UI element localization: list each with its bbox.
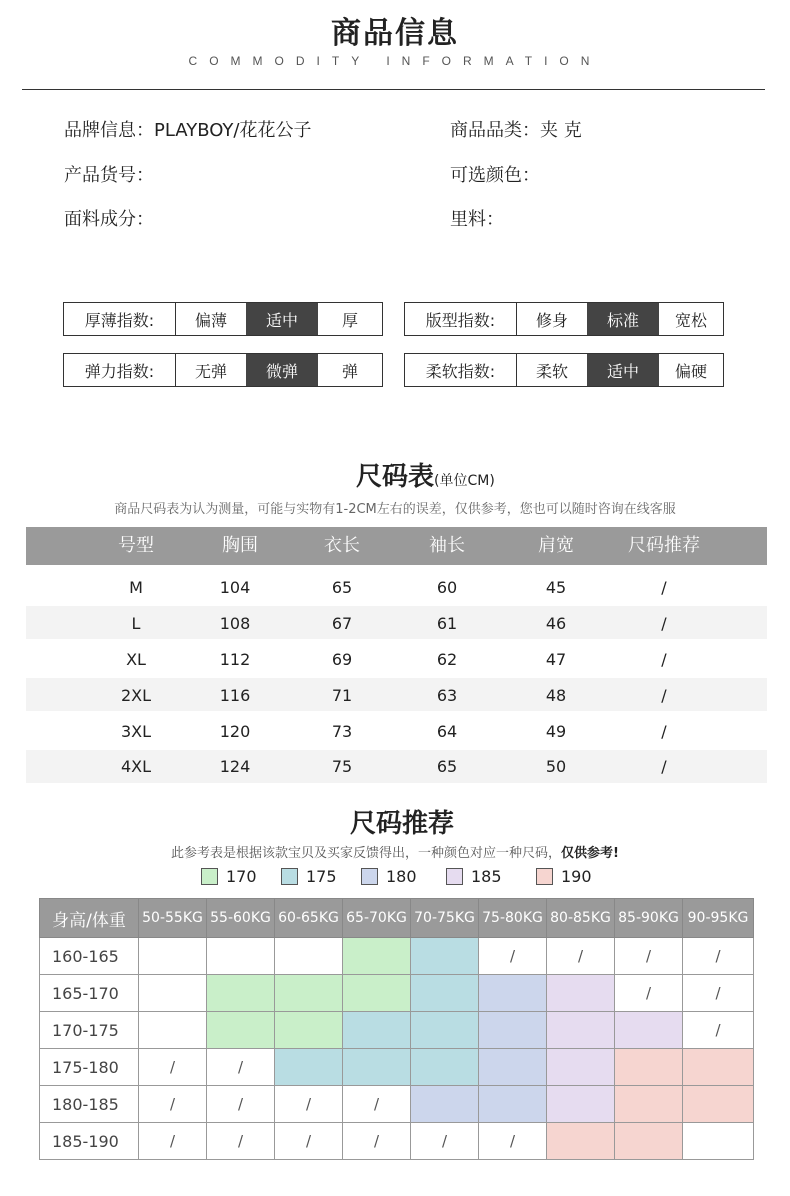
recommend-cell: /: [275, 1086, 343, 1123]
weight-header: 75-80KG: [479, 899, 547, 938]
table-row: [40, 975, 754, 1012]
height-label: 185-190: [40, 1123, 139, 1160]
size-cell: 2XL: [120, 686, 152, 705]
legend-item: [201, 867, 257, 886]
size-cell: 73: [331, 722, 353, 741]
legend-label: 190: [561, 867, 592, 886]
size-cell: 108: [219, 614, 251, 633]
corner-header: 身高/体重: [40, 899, 139, 938]
size-cell: 67: [331, 614, 353, 633]
recommend-table: [39, 898, 754, 1160]
size-cell: /: [661, 650, 667, 669]
recommend-cell: [411, 1012, 479, 1049]
weight-header: 55-60KG: [207, 899, 275, 938]
thickness-option-thin: 偏薄: [194, 310, 227, 330]
recommend-cell: /: [411, 1123, 479, 1160]
size-cell: /: [661, 686, 667, 705]
size-cell: 61: [436, 614, 458, 633]
recommend-cell: /: [547, 938, 615, 975]
recommend-cell: [275, 1012, 343, 1049]
size-cell: 112: [219, 650, 251, 669]
elasticity-index: [63, 353, 383, 387]
size-cell: 3XL: [120, 722, 152, 741]
fit-index: [404, 302, 724, 336]
legend-label: 185: [471, 867, 502, 886]
category-label: 商品品类：: [450, 120, 540, 141]
elasticity-option-slight: 微弹: [246, 354, 318, 386]
recommend-cell: /: [615, 938, 683, 975]
weight-header: 85-90KG: [615, 899, 683, 938]
height-label: 165-170: [40, 975, 139, 1012]
category-info: [450, 116, 582, 142]
recommend-title: 尺码推荐: [350, 809, 455, 839]
size-cell: 124: [219, 757, 251, 776]
size-header-type: 号型: [118, 535, 154, 556]
recommend-cell: [547, 975, 615, 1012]
size-cell: 65: [331, 578, 353, 597]
fabric-label: 面料成分：: [64, 209, 154, 230]
page-subtitle: COMMODITY INFORMATION: [188, 54, 602, 68]
recommend-cell: [479, 1012, 547, 1049]
size-table-title-text: 尺码表: [356, 462, 435, 492]
size-header-length: 衣长: [324, 535, 360, 556]
recommend-cell: /: [343, 1123, 411, 1160]
recommend-cell: /: [683, 1012, 754, 1049]
size-cell: /: [661, 757, 667, 776]
weight-header: 65-70KG: [343, 899, 411, 938]
table-row: [40, 938, 754, 975]
legend-swatch: [281, 868, 298, 885]
color-label: 可选颜色：: [450, 165, 540, 186]
thickness-index: [63, 302, 383, 336]
size-header-shoulder: 肩宽: [538, 535, 574, 556]
recommend-cell: /: [683, 975, 754, 1012]
sku-label: 产品货号：: [64, 165, 154, 186]
size-cell: 46: [545, 614, 567, 633]
size-cell: 49: [545, 722, 567, 741]
recommend-cell: [343, 975, 411, 1012]
recommend-cell: [275, 975, 343, 1012]
brand-info: [64, 116, 311, 142]
recommend-cell: [139, 1012, 207, 1049]
legend-swatch: [446, 868, 463, 885]
size-header-sleeve: 袖长: [429, 535, 465, 556]
thickness-option-thick: 厚: [341, 310, 358, 330]
softness-label: 柔软指数:: [405, 354, 517, 386]
recommend-cell: /: [139, 1086, 207, 1123]
fit-option-loose: 宽松: [674, 310, 707, 330]
elasticity-label: 弹力指数:: [64, 354, 176, 386]
size-header-chest: 胸围: [222, 535, 258, 556]
recommend-table-body: [40, 938, 754, 1160]
fit-option-slim: 修身: [535, 310, 568, 330]
table-row: [40, 1123, 754, 1160]
recommend-cell: [615, 1086, 683, 1123]
weight-header: 70-75KG: [411, 899, 479, 938]
recommend-cell: /: [615, 975, 683, 1012]
recommend-cell: [411, 1049, 479, 1086]
recommend-cell: /: [139, 1049, 207, 1086]
recommend-cell: /: [683, 938, 754, 975]
recommend-cell: [207, 938, 275, 975]
recommend-cell: [615, 1123, 683, 1160]
size-cell: 62: [436, 650, 458, 669]
legend-item: [361, 867, 417, 886]
recommend-cell: /: [139, 1123, 207, 1160]
fit-label: 版型指数:: [405, 303, 517, 335]
size-cell: /: [661, 722, 667, 741]
legend-item: [446, 867, 502, 886]
weight-header: 80-85KG: [547, 899, 615, 938]
size-cell: 65: [436, 757, 458, 776]
legend-swatch: [201, 868, 218, 885]
legend-label: 180: [386, 867, 417, 886]
size-cell: M: [129, 578, 143, 597]
recommend-cell: [479, 975, 547, 1012]
size-cell: 47: [545, 650, 567, 669]
table-row: [40, 1086, 754, 1123]
recommend-cell: [411, 938, 479, 975]
table-row: [40, 1012, 754, 1049]
size-table-unit: (单位CM): [434, 473, 495, 489]
softness-option-medium: 适中: [587, 354, 659, 386]
recommend-cell: [615, 1049, 683, 1086]
recommend-cell: [275, 938, 343, 975]
size-cell: 71: [331, 686, 353, 705]
size-table-note: 商品尺码表为认为测量，可能与实物有1-2CM左右的误差，仅供参考，您也可以随时咨询在线客服: [114, 502, 676, 517]
brand-value: PLAYBOY/花花公子: [154, 120, 312, 141]
recommend-cell: [547, 1086, 615, 1123]
size-cell: 4XL: [120, 757, 152, 776]
elasticity-option-stretch: 弹: [341, 361, 358, 381]
size-cell: 50: [545, 757, 567, 776]
size-cell: 75: [331, 757, 353, 776]
recommend-cell: [547, 1123, 615, 1160]
recommend-cell: [139, 938, 207, 975]
lining-label: 里料：: [450, 209, 504, 230]
recommend-cell: [411, 1086, 479, 1123]
elasticity-option-none: 无弹: [194, 361, 227, 381]
table-row: [40, 1049, 754, 1086]
size-cell: 48: [545, 686, 567, 705]
size-cell: 104: [219, 578, 251, 597]
recommend-cell: /: [207, 1123, 275, 1160]
size-header-recommend: 尺码推荐: [628, 535, 700, 556]
legend-label: 175: [306, 867, 337, 886]
recommend-cell: [479, 1049, 547, 1086]
height-label: 170-175: [40, 1012, 139, 1049]
softness-index: [404, 353, 724, 387]
recommend-cell: [615, 1012, 683, 1049]
recommend-cell: [479, 1086, 547, 1123]
legend-swatch: [536, 868, 553, 885]
recommend-cell: [207, 1012, 275, 1049]
size-cell: 64: [436, 722, 458, 741]
legend-item: [281, 867, 337, 886]
size-cell: 45: [545, 578, 567, 597]
recommend-note: [0, 842, 790, 861]
brand-label: 品牌信息：: [64, 120, 154, 141]
recommend-cell: [275, 1049, 343, 1086]
thickness-option-medium: 适中: [246, 303, 318, 335]
recommend-cell: [547, 1049, 615, 1086]
size-cell: 63: [436, 686, 458, 705]
thickness-label: 厚薄指数:: [64, 303, 176, 335]
recommend-cell: [411, 975, 479, 1012]
recommend-cell: [683, 1049, 754, 1086]
weight-header: 60-65KG: [275, 899, 343, 938]
softness-option-soft: 柔软: [535, 361, 568, 381]
recommend-cell: /: [479, 938, 547, 975]
recommend-cell: [207, 975, 275, 1012]
recommend-cell: [139, 975, 207, 1012]
recommend-cell: [683, 1123, 754, 1160]
recommend-cell: /: [275, 1123, 343, 1160]
size-cell: L: [131, 614, 141, 633]
recommend-cell: [343, 938, 411, 975]
recommend-table-header: [40, 899, 754, 938]
height-label: 175-180: [40, 1049, 139, 1086]
recommend-cell: [683, 1086, 754, 1123]
recommend-note-text: 此参考表是根据该款宝贝及买家反馈得出，一种颜色对应一种尺码，: [171, 846, 562, 861]
recommend-cell: [343, 1049, 411, 1086]
height-label: 180-185: [40, 1086, 139, 1123]
recommend-cell: [547, 1012, 615, 1049]
recommend-note-bold: 仅供参考!: [561, 846, 619, 861]
weight-header: 90-95KG: [683, 899, 754, 938]
legend-label: 170: [226, 867, 257, 886]
size-cell: 120: [219, 722, 251, 741]
page-title: 商品信息: [331, 16, 459, 51]
size-cell: /: [661, 614, 667, 633]
softness-option-hard: 偏硬: [674, 361, 707, 381]
recommend-cell: /: [343, 1086, 411, 1123]
size-cell: 116: [219, 686, 251, 705]
size-cell: 69: [331, 650, 353, 669]
divider: [22, 89, 765, 90]
legend-swatch: [361, 868, 378, 885]
legend-item: [536, 867, 592, 886]
recommend-cell: [343, 1012, 411, 1049]
weight-header: 50-55KG: [139, 899, 207, 938]
recommend-cell: /: [207, 1086, 275, 1123]
size-table-title: [356, 456, 495, 493]
size-cell: 60: [436, 578, 458, 597]
size-cell: XL: [126, 650, 146, 669]
recommend-cell: /: [479, 1123, 547, 1160]
fit-option-standard: 标准: [587, 303, 659, 335]
size-cell: /: [661, 578, 667, 597]
category-value: 夹 克: [540, 120, 582, 141]
recommend-cell: /: [207, 1049, 275, 1086]
height-label: 160-165: [40, 938, 139, 975]
